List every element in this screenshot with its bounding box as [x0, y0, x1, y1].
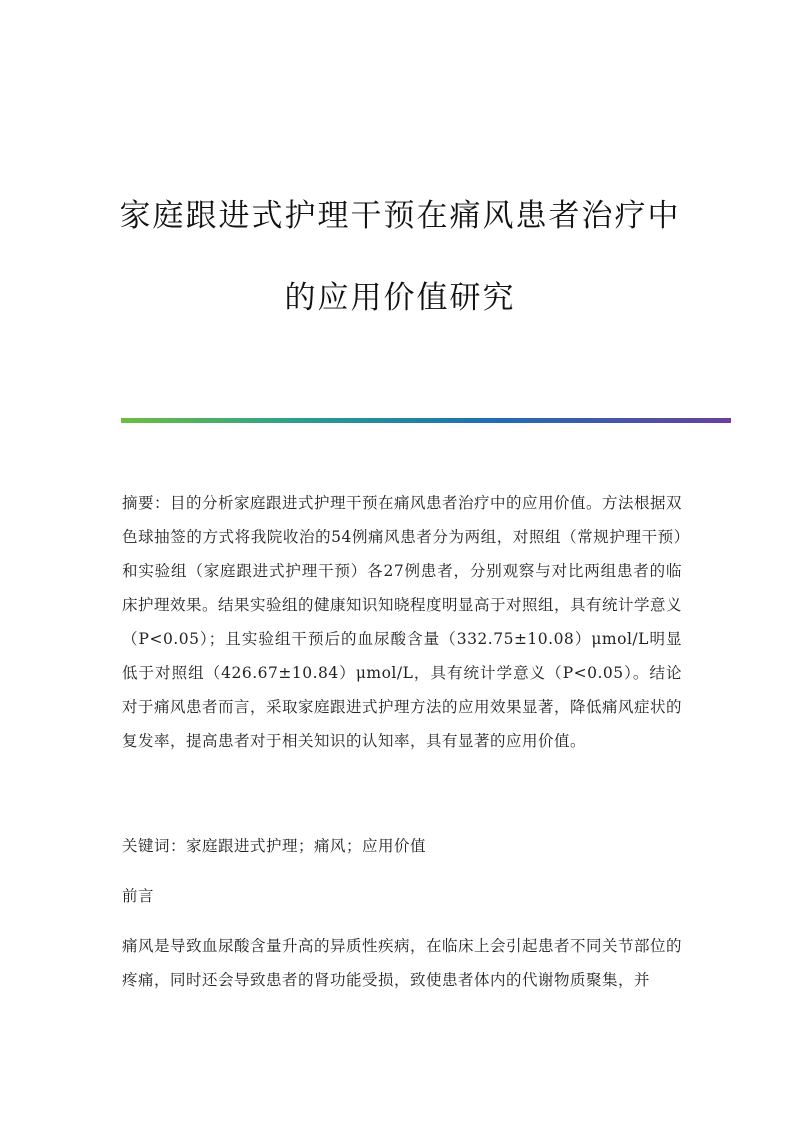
- title-divider: [121, 418, 731, 423]
- abstract-paragraph: 摘要：目的分析家庭跟进式护理干预在痛风患者治疗中的应用价值。方法根据双色球抽签的方式将我院收治的54例痛风患者分为两组，对照组（常规护理干预）和实验组（家庭跟进式护理干预）各27例患者，分别观察与对比两组患者的临床护理效果。结果实验组的健康知识知晓程度明显高于对照组，具有统计学意义（P<0.05）；且实验组干预后的血尿酸含量（332.75±10.08）μmol/L明显低于对照组（426.67±10.84）μmol/L，具有统计学意义（P<0.05）。结论对于痛风患者而言，采取家庭跟进式护理方法的应用效果显著，降低痛风症状的复发率，提高患者对于相关知识的认知率，具有显著的应用价值。: [122, 494, 683, 750]
- document-title-line-2: 的应用价值研究: [284, 280, 516, 316]
- preface-paragraph: 痛风是导致血尿酸含量升高的异质性疾病，在临床上会引起患者不同关节部位的疼痛，同时还会导致患者的肾功能受损，致使患者体内的代谢物质聚集，并: [122, 937, 683, 989]
- preface-heading: 前言: [122, 887, 155, 905]
- document-title-line-1: 家庭跟进式护理干预在痛风患者治疗中: [119, 198, 681, 234]
- keywords-line: 关键词：家庭跟进式护理；痛风；应用价值: [122, 837, 427, 855]
